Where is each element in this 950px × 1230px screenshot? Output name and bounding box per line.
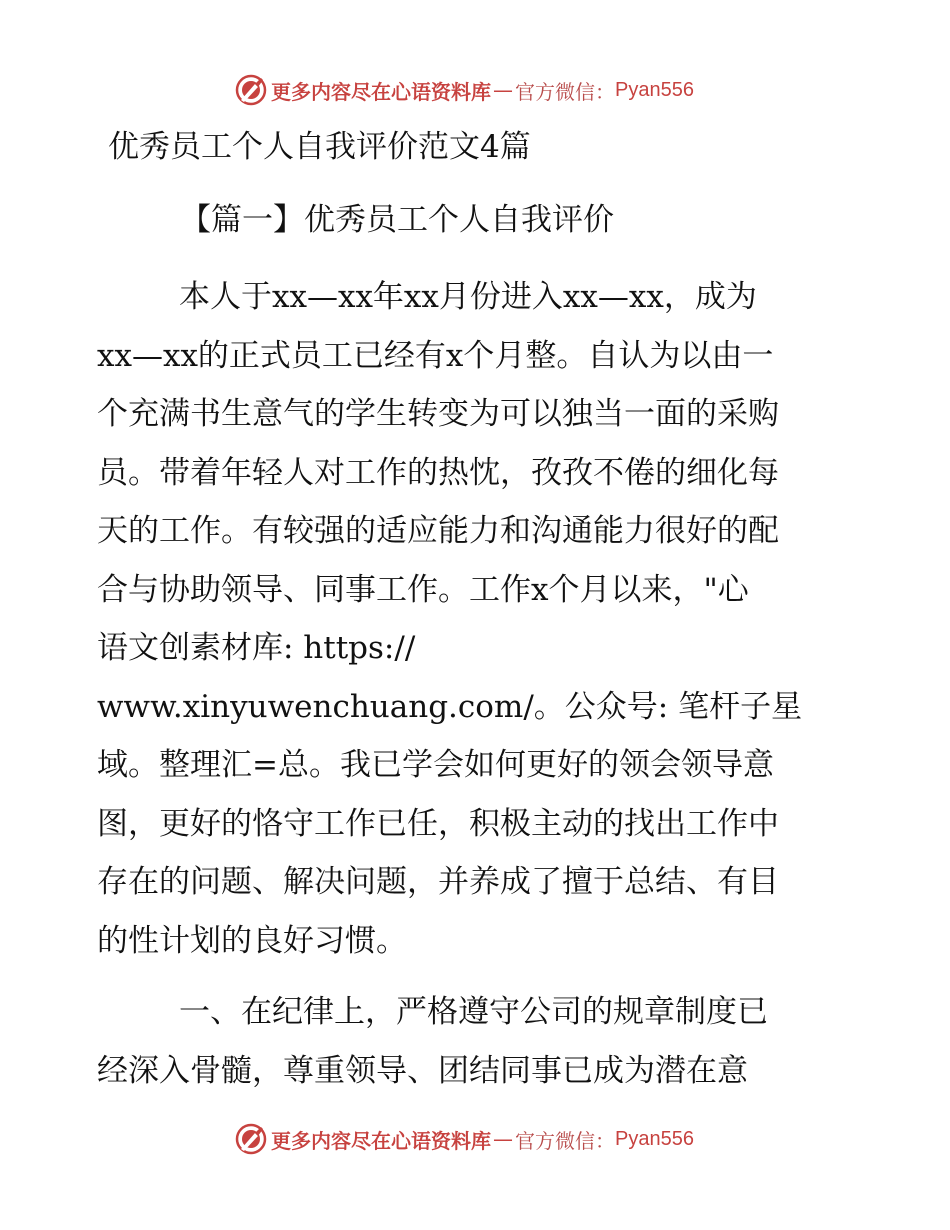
- paragraph-line: 的性计划的良好习惯。: [97, 922, 407, 959]
- paragraph-line: xx—xx的正式员工已经有x个月整。自认为以由一: [97, 337, 774, 374]
- paragraph-line: 语文创素材库: https://: [97, 630, 416, 666]
- paragraph-line: 经深入骨髓，尊重领导、团结同事已成为潜在意: [97, 1052, 748, 1089]
- banner-main-text: 更多内容尽在心语资料库: [271, 1128, 491, 1153]
- paragraph-line: www.xinyuwenchuang.com/。公众号: 笔杆子星: [97, 688, 803, 725]
- banner-dash: —: [493, 1127, 513, 1151]
- banner-official-label: 官方微信：: [515, 1128, 615, 1153]
- header-banner: [235, 73, 694, 107]
- footer-banner: [235, 1122, 694, 1156]
- paragraph-line: 一、在纪律上，严格遵守公司的规章制度已: [179, 994, 768, 1030]
- paragraph-1: [97, 268, 857, 970]
- red-seal-logo-icon: [235, 1123, 267, 1155]
- paragraph-line: 天的工作。有较强的适应能力和沟通能力很好的配: [97, 513, 779, 549]
- section-heading: 【篇一】优秀员工个人自我评价: [180, 202, 614, 238]
- paragraph-line: 本人于xx—xx年xx月份进入xx—xx，成为: [179, 279, 757, 315]
- paragraph-line: 图，更好的恪守工作已任，积极主动的找出工作中: [97, 805, 779, 842]
- banner-wechat-id: Pyan556: [615, 1127, 694, 1150]
- paragraph-line: 员。带着年轻人对工作的热忱，孜孜不倦的细化每: [97, 454, 779, 491]
- banner-official-label: 官方微信：: [515, 79, 615, 104]
- document-title: 优秀员工个人自我评价范文4篇: [108, 129, 531, 165]
- paragraph-line: 个充满书生意气的学生转变为可以独当一面的采购: [97, 396, 779, 432]
- red-seal-logo-icon: [235, 74, 267, 106]
- banner-dash: —: [493, 78, 513, 102]
- banner-wechat-id: Pyan556: [615, 78, 694, 101]
- paragraph-line: 合与协助领导、同事工作。工作x个月以来，"心: [97, 571, 749, 608]
- banner-main-text: 更多内容尽在心语资料库: [271, 79, 491, 104]
- paragraph-line: 域。整理汇=总。我已学会如何更好的领会领导意: [97, 747, 774, 783]
- paragraph-line: 存在的问题、解决问题，并养成了擅于总结、有目: [97, 864, 779, 900]
- paragraph-2: [97, 983, 857, 1100]
